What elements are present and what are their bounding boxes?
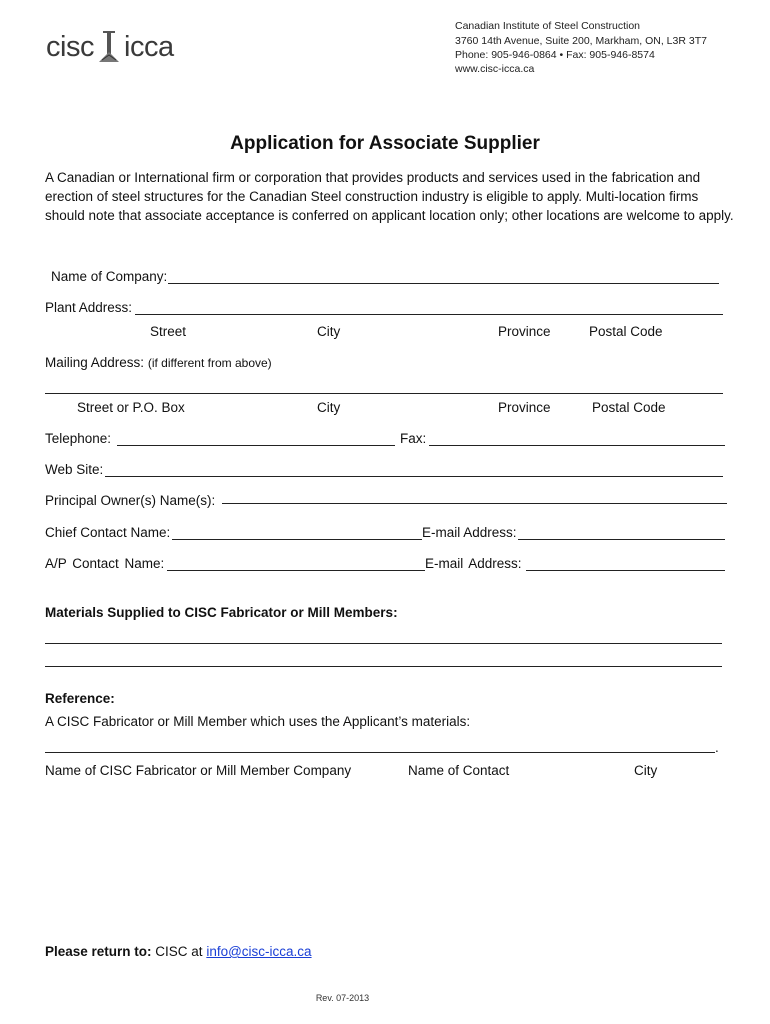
website-label: Web Site: (45, 462, 104, 477)
reference-contact-caption: Name of Contact (408, 763, 510, 778)
reference-heading: Reference: (45, 691, 115, 706)
reference-company-caption: Name of CISC Fabricator or Mill Member Company (45, 763, 352, 778)
ap-email-field[interactable] (526, 570, 725, 571)
reference-city-caption: City (634, 763, 658, 778)
mailing-address-field[interactable] (45, 393, 723, 394)
materials-heading: Materials Supplied to CISC Fabricator or Mill Members: (45, 605, 398, 620)
plant-address-field[interactable] (135, 314, 723, 315)
org-address: 3760 14th Avenue, Suite 200, Markham, ON, L3R 3T7 (455, 35, 707, 47)
telephone-field[interactable] (117, 445, 395, 446)
mailing-address-label-text: Mailing Address: (45, 355, 145, 370)
logo-text-icca: icca (124, 31, 174, 63)
reference-end-mark: . (715, 740, 719, 755)
telephone-label: Telephone: (45, 431, 112, 446)
owners-label: Principal Owner(s) Name(s): (45, 493, 216, 508)
chief-email-field[interactable] (518, 539, 725, 540)
ap-contact-label: A/P Contact Name: (45, 556, 165, 571)
mailing-address-note: (if different from above) (147, 356, 272, 370)
owners-field[interactable] (222, 503, 727, 504)
return-label: Please return to: (45, 944, 152, 959)
org-name: Canadian Institute of Steel Construction (455, 20, 641, 32)
company-name-label: Name of Company: (51, 269, 168, 284)
mailing-street-caption: Street or P.O. Box (77, 400, 185, 415)
mailing-city-caption: City (317, 400, 341, 415)
steel-column-icon (98, 31, 120, 63)
materials-field-line-1[interactable] (45, 643, 722, 644)
logo-text-cisc: cisc (46, 31, 94, 63)
org-phone-fax: Phone: 905-946-0864 • Fax: 905-946-8574 (455, 49, 655, 61)
return-line (45, 944, 312, 960)
org-website[interactable]: www.cisc-icca.ca (455, 63, 535, 75)
plant-city-caption: City (317, 324, 341, 339)
revision-label: Rev. 07-2013 (315, 993, 370, 1003)
intro-paragraph: A Canadian or International firm or corporation that provides products and services used in the fabrication and erection of steel structures for the Canadian Steel construction industry is eligible to apply. Multi-location firms should note that associate acceptance is conferred on applicant location only; other locations are welcome to apply. (45, 170, 734, 223)
plant-street-caption: Street (150, 324, 187, 339)
plant-province-caption: Province (498, 324, 551, 339)
reference-description: A CISC Fabricator or Mill Member which uses the Applicant’s materials: (45, 714, 471, 729)
plant-address-label: Plant Address: (45, 300, 133, 315)
reference-field[interactable] (45, 752, 715, 753)
fax-field[interactable] (429, 445, 725, 446)
chief-email-label: E-mail Address: (422, 525, 517, 540)
ap-email-label: E-mail Address: (425, 556, 522, 571)
return-text: CISC at (155, 944, 203, 959)
page-title: Application for Associate Supplier (230, 133, 540, 154)
company-name-field[interactable] (168, 283, 719, 284)
plant-postal-caption: Postal Code (589, 324, 663, 339)
mailing-postal-caption: Postal Code (592, 400, 666, 415)
website-field[interactable] (105, 476, 723, 477)
chief-contact-label: Chief Contact Name: (45, 525, 171, 540)
return-email-link[interactable]: info@cisc-icca.ca (206, 944, 312, 959)
fax-label: Fax: (400, 431, 427, 446)
materials-field-line-2[interactable] (45, 666, 722, 667)
ap-contact-field[interactable] (167, 570, 425, 571)
chief-contact-field[interactable] (172, 539, 422, 540)
mailing-address-label (45, 355, 272, 371)
mailing-province-caption: Province (498, 400, 551, 415)
